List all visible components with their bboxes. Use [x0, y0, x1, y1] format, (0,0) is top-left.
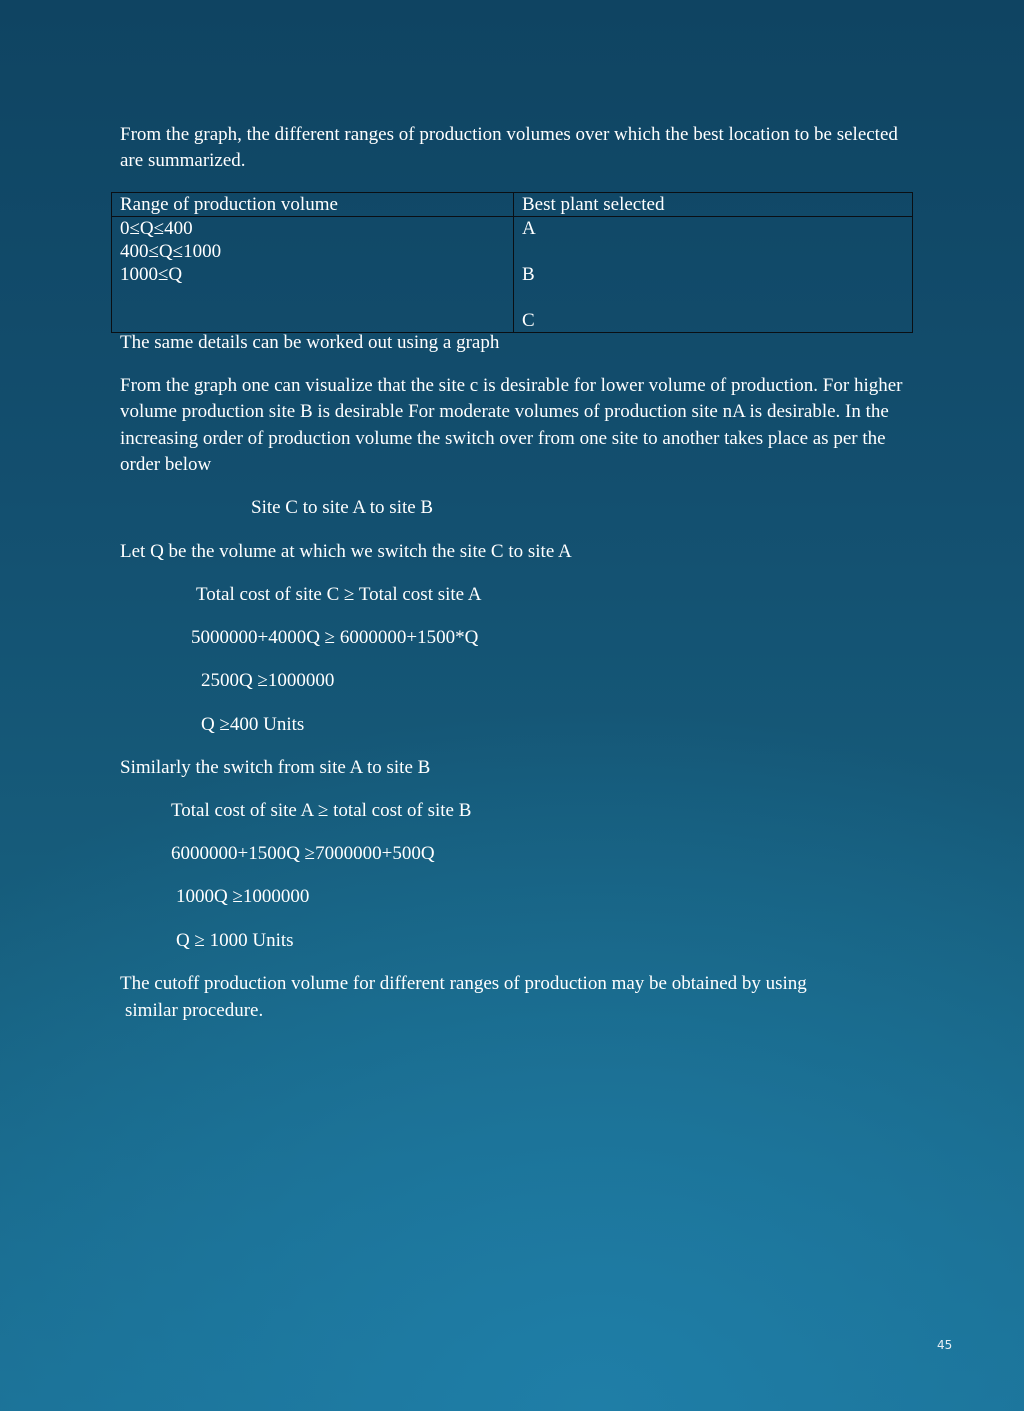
range-value: 400≤Q≤1000 — [120, 241, 222, 262]
visualize-paragraph: From the graph one can visualize that the site c is desirable for lower volume of production. For higher volume production site B is desirable For moderate volumes of production site nA is desirable. In the increasing order of production volume the switch over from one site to another takes place as per the order below — [120, 375, 903, 476]
table-header-range: Range of production volume — [112, 193, 514, 217]
table-header-row — [112, 193, 913, 217]
switch-ab-step: Total cost of site A ≥ total cost of site B — [171, 800, 472, 821]
page-number: 45 — [937, 1338, 953, 1352]
switch-ab-intro: Similarly the switch from site A to site B — [120, 757, 431, 778]
switch-ca-step: Total cost of site C ≥ Total cost site A — [196, 584, 482, 605]
switch-ab-step: Q ≥ 1000 Units — [176, 930, 294, 951]
intro-paragraph: From the graph, the different ranges of production volumes over which the best location to be selected are summarized. — [120, 124, 898, 172]
table-row — [112, 217, 913, 333]
table-header-plant: Best plant selected — [514, 193, 913, 217]
graph-note: The same details can be worked out using a graph — [120, 332, 500, 353]
switch-ca-step: 2500Q ≥1000000 — [201, 670, 335, 691]
plant-value: A — [522, 218, 536, 239]
plant-cell — [514, 217, 913, 333]
plant-value: B — [522, 264, 535, 285]
switch-ab-step: 6000000+1500Q ≥7000000+500Q — [171, 843, 435, 864]
site-order: Site C to site A to site B — [251, 497, 434, 518]
switch-ca-step: 5000000+4000Q ≥ 6000000+1500*Q — [191, 627, 479, 648]
switch-ca-step: Q ≥400 Units — [201, 714, 305, 735]
switch-ca-intro: Let Q be the volume at which we switch the site C to site A — [120, 541, 572, 562]
range-value: 0≤Q≤400 — [120, 218, 193, 239]
production-range-table — [111, 192, 913, 333]
range-cell — [112, 217, 514, 333]
conclusion-line: The cutoff production volume for different ranges of production may be obtained by using — [120, 973, 807, 994]
range-value: 1000≤Q — [120, 264, 183, 285]
conclusion-line: similar procedure. — [125, 1000, 264, 1021]
plant-value: C — [522, 310, 535, 331]
switch-ab-step: 1000Q ≥1000000 — [176, 886, 310, 907]
